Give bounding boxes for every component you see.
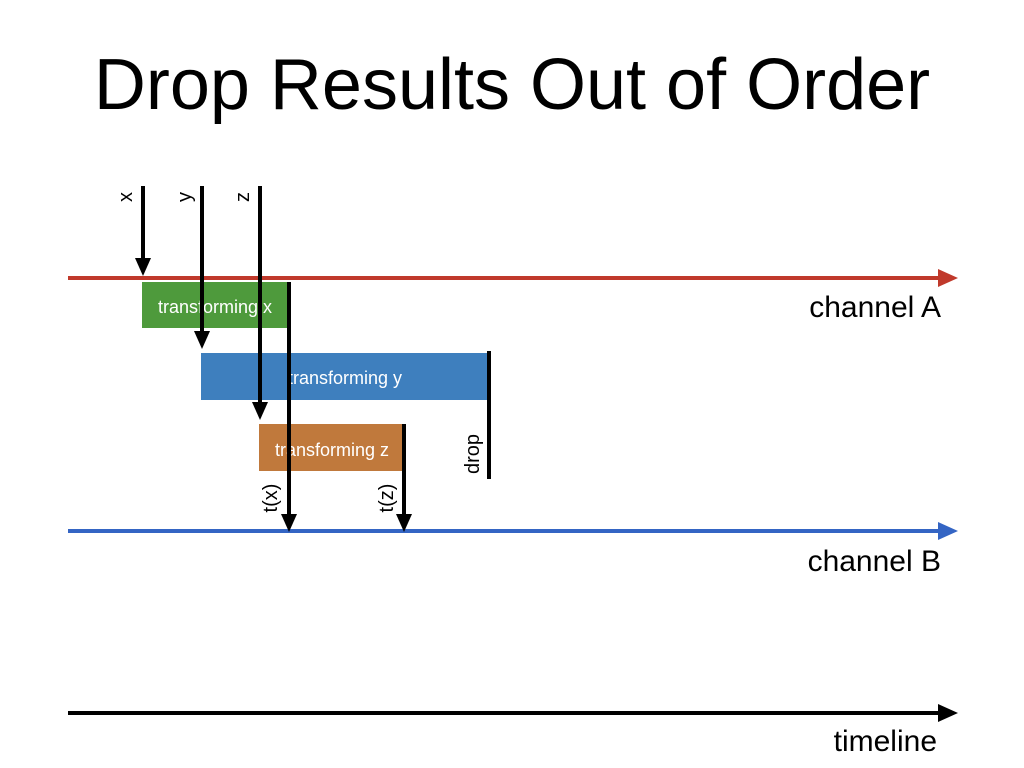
input-arrowhead-x bbox=[135, 258, 151, 276]
output-label-drop: drop bbox=[462, 433, 484, 475]
input-arrowhead-y bbox=[194, 331, 210, 349]
task-label-y: transforming y bbox=[287, 368, 403, 388]
input-label-y: y bbox=[174, 192, 196, 202]
timeline-arrowhead bbox=[938, 704, 958, 722]
input-label-x: x bbox=[115, 192, 137, 202]
channel-a-arrowhead bbox=[938, 269, 958, 287]
task-label-z: transforming z bbox=[274, 440, 390, 460]
timeline-label: timeline bbox=[833, 725, 937, 758]
channel-b-arrowhead bbox=[938, 522, 958, 540]
channel-a-label: channel A bbox=[809, 291, 941, 324]
slide-title: Drop Results Out of Order bbox=[93, 45, 931, 125]
output-label-tx: t(x) bbox=[260, 483, 282, 513]
channel-b-label: channel B bbox=[807, 545, 941, 578]
input-arrowhead-z bbox=[252, 402, 268, 420]
input-label-z: z bbox=[232, 192, 254, 202]
task-label-x: transforming x bbox=[157, 297, 273, 317]
output-label-tz: t(z) bbox=[376, 483, 398, 513]
